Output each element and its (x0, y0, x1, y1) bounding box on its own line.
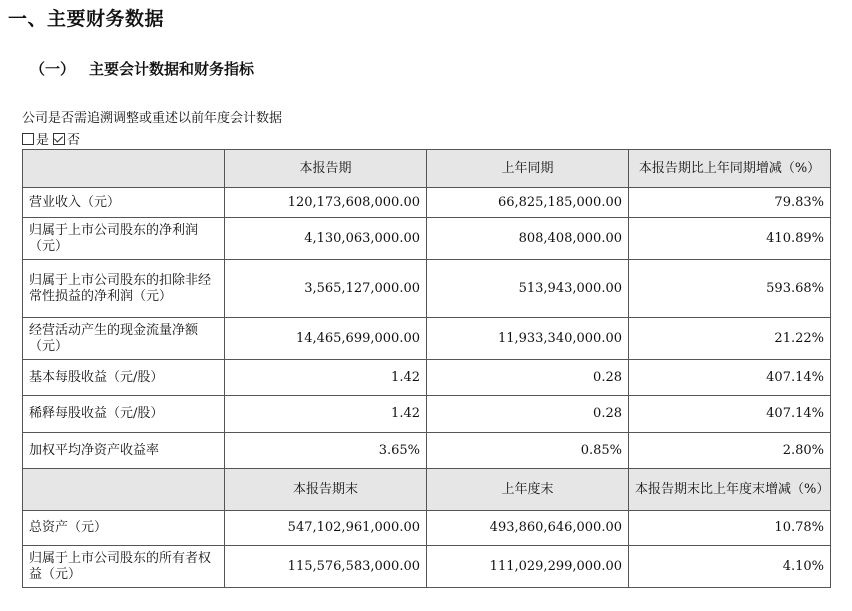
row-current: 3,565,127,000.00 (225, 260, 427, 318)
row-change: 593.68% (629, 260, 831, 318)
table1-header-change: 本报告期比上年同期增减（%） (629, 150, 831, 188)
row-change: 21.22% (629, 318, 831, 360)
table1-header-row (23, 150, 831, 188)
table-row (23, 360, 831, 396)
row-current: 14,465,699,000.00 (225, 318, 427, 360)
row-change: 2.80% (629, 433, 831, 469)
row-current: 120,173,608,000.00 (225, 188, 427, 218)
row-label: 归属于上市公司股东的扣除非经常性损益的净利润（元） (23, 260, 225, 318)
row-change: 407.14% (629, 396, 831, 433)
option-yes-label: 是 (36, 133, 50, 148)
row-change: 4.10% (629, 546, 831, 588)
row-prior: 111,029,299,000.00 (427, 546, 629, 588)
checkbox-checked-icon (53, 133, 65, 145)
row-current: 1.42 (225, 396, 427, 433)
table-row (23, 511, 831, 546)
row-label: 加权平均净资产收益率 (23, 433, 225, 469)
option-yes[interactable] (22, 129, 49, 148)
row-prior: 0.85% (427, 433, 629, 469)
table-row (23, 218, 831, 260)
table-row (23, 318, 831, 360)
option-no-label: 否 (67, 133, 81, 148)
row-label: 营业收入（元） (23, 188, 225, 218)
row-change: 407.14% (629, 360, 831, 396)
key-financial-data-table (22, 149, 831, 588)
row-label: 经营活动产生的现金流量净额（元） (23, 318, 225, 360)
table2-header-change: 本报告期末比上年度末增减（%） (629, 469, 831, 511)
option-no[interactable] (53, 129, 80, 148)
row-current: 547,102,961,000.00 (225, 511, 427, 546)
table2-header-blank (23, 469, 225, 511)
row-current: 1.42 (225, 360, 427, 396)
table2-header-prior: 上年度末 (427, 469, 629, 511)
row-prior: 808,408,000.00 (427, 218, 629, 260)
table1-header-current: 本报告期 (225, 150, 427, 188)
table-row (23, 396, 831, 433)
table2-header-current: 本报告期末 (225, 469, 427, 511)
table-row (23, 546, 831, 588)
row-prior: 11,933,340,000.00 (427, 318, 629, 360)
row-change: 10.78% (629, 511, 831, 546)
table1-header-prior: 上年同期 (427, 150, 629, 188)
table-row (23, 188, 831, 218)
table2-header-row (23, 469, 831, 511)
row-label: 基本每股收益（元/股） (23, 360, 225, 396)
row-current: 4,130,063,000.00 (225, 218, 427, 260)
row-change: 79.83% (629, 188, 831, 218)
row-label: 归属于上市公司股东的净利润（元） (23, 218, 225, 260)
section-title: 一、主要财务数据 (8, 8, 165, 30)
table-row (23, 433, 831, 469)
row-label: 稀释每股收益（元/股） (23, 396, 225, 433)
subsection-title: 主要会计数据和财务指标 (89, 60, 255, 78)
restatement-choice (22, 129, 84, 148)
row-current: 115,576,583,000.00 (225, 546, 427, 588)
row-prior: 493,860,646,000.00 (427, 511, 629, 546)
restatement-note: 公司是否需追溯调整或重述以前年度会计数据 (22, 111, 283, 126)
row-prior: 66,825,185,000.00 (427, 188, 629, 218)
table1-header-blank (23, 150, 225, 188)
subsection-number: （一） (30, 60, 76, 78)
subsection-heading (30, 58, 254, 79)
table-row (23, 260, 831, 318)
row-prior: 0.28 (427, 396, 629, 433)
row-prior: 513,943,000.00 (427, 260, 629, 318)
checkbox-unchecked-icon (22, 133, 34, 145)
row-current: 3.65% (225, 433, 427, 469)
row-label: 总资产（元） (23, 511, 225, 546)
row-label: 归属于上市公司股东的所有者权益（元） (23, 546, 225, 588)
row-change: 410.89% (629, 218, 831, 260)
row-prior: 0.28 (427, 360, 629, 396)
